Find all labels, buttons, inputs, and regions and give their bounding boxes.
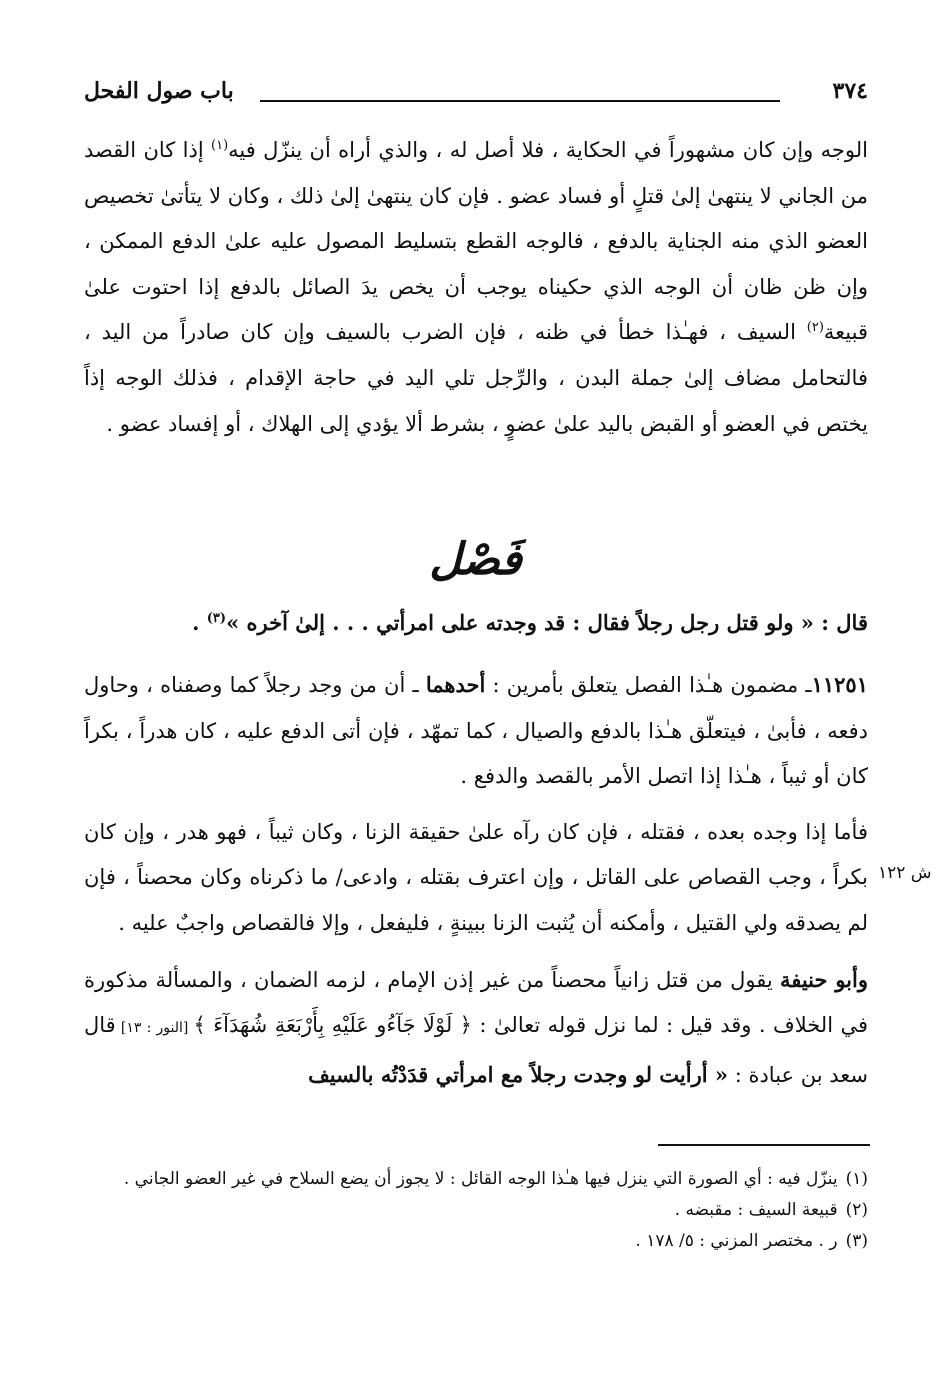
text-run: .: [192, 610, 207, 635]
paragraph-11251: [84, 662, 868, 800]
text-run: قال سعد بن عبادة :: [84, 1013, 868, 1087]
intro-text: [84, 128, 868, 447]
footnote-ref-3[interactable]: (٣): [206, 611, 227, 626]
footnote-number: (١): [845, 1169, 868, 1189]
header-rule: [260, 100, 780, 102]
page-header: [84, 74, 868, 114]
footnotes: [84, 1164, 868, 1257]
paragraph: [84, 957, 868, 1099]
paragraph: فأما إذا وجده بعده ، فقتله ، فإن كان رآه علىٰ حقيقة الزنا ، وكان ثيباً ، فهو هدر ، وإن كان بكراً ، وجب القصاص على القاتل ، وإن اعترف بقتله ، وادعى/ ما ذكرناه وكان محصناً ، فإن لم يصدقه ولي القتيل ، وأمكنه أن يُثبت الزنا ببينةٍ ، فليفعل ، وإلا فالقصاص واجبٌ عليه .: [84, 819, 868, 935]
text-run: يقول من قتل زانياً محصناً من غير إذن الإمام ، لزمه الضمان ، والمسألة مذكورة في الخلاف . وقد قيل : لما نزل قوله تعالىٰ :: [84, 967, 868, 1038]
text-run: قال : « ولو قتل رجل رجلاً فقال : قد وجدته على امرأتي . . . إلىٰ آخره »: [226, 610, 868, 635]
text-run-bold: أحدهما: [425, 672, 486, 697]
text-run: الوجه وإن كان مشهوراً في الحكاية ، فلا أصل له ، والذي أراه أن ينزّل فيه: [228, 138, 868, 162]
text-run: ـ أن من وجد رجلاً كما وصفناه ، وحاول دفعه ، فأبىٰ ، فيتعلّق هـٰذا بالدفع والصيال ، كما تمهّد ، فإن أتى الدفع عليه ، كان هدراً ، بكراً كان أو ثيباً ، هـٰذا إذا اتصل الأمر بالقصد والدفع .: [84, 673, 868, 789]
footnote-rule: [658, 1144, 870, 1146]
margin-note: ش ١٢٢: [878, 863, 932, 883]
text-run: السيف ، فهـٰذا خطأ في ظنه ، فإن الضرب بالسيف وإن كان صادراً من اليد ، فالتحامل مضاف إلىٰ جملة البدن ، والرِّجل تلي اليد في حاجة الإقدام ، فذلك الوجه إذاً يختص في العضو أو القبض باليد علىٰ عضوٍ ، بشرط ألا يؤدي إلى الهلاك ، أو إفساد عضو .: [84, 320, 868, 436]
footnote-ref-2[interactable]: (٢): [806, 320, 824, 336]
text-run: ـ مضمون هـٰذا الفصل يتعلق بأمرين :: [485, 673, 812, 697]
footnote-number: (٢): [845, 1200, 868, 1220]
text-run-bold: وأبو حنيفة: [779, 966, 868, 992]
chapter-title: باب صول الفحل: [84, 78, 234, 104]
quote-line: [84, 600, 868, 646]
footnote: [84, 1226, 868, 1257]
text-run: إذا كان القصد من الجاني لا ينتهىٰ إلىٰ قتلٍ أو فساد عضو . فإن كان ينتهىٰ إلىٰ ذلك ، وكان لا يتأتىٰ تخصيص العضو الذي منه الجناية بالدفع ، فالوجه القطع بتسليط المصول عليه علىٰ الدفع الممكن ، وإن ظن ظان أن الوجه الذي حكيناه يوجب أن يخص يدَ الصائل بالدفع إذا احتوت علىٰ قبيعة: [84, 138, 868, 345]
intro-paragraph: [84, 128, 868, 447]
section-heading: فَصْل: [429, 534, 522, 585]
paragraph-number: ١١٢٥١: [811, 672, 868, 697]
text-run-bold: « أرأيت لو وجدت رجلاً مع امرأتي قدَدْتُه بالسيف: [308, 1061, 729, 1087]
footnote-ref-1[interactable]: (١): [211, 138, 229, 153]
footnote-text: ينزّل فيه : أي الصورة التي ينزل فيها هـٰذا الوجه القائل : لا يجوز أن يضع السلاح في غير العضو الجاني .: [123, 1169, 838, 1189]
verse-citation: [النور : ١٣]: [115, 1020, 194, 1037]
footnote: [84, 1195, 868, 1226]
footnote-number: (٣): [845, 1231, 868, 1251]
main-text: [84, 662, 868, 1098]
footnote-text: ر . مختصر المزني : ٥/ ١٧٨ .: [635, 1231, 838, 1251]
page-number: ٣٧٤: [832, 78, 868, 104]
footnote-text: قبيعة السيف : مقبضه .: [674, 1200, 838, 1220]
quran-verse: ﴿ لَوْلَا جَآءُو عَلَيْهِ بِأَرْبَعَةِ شُهَدَآءَ ﴾: [193, 1013, 472, 1038]
footnote: [84, 1164, 868, 1195]
section-quote: [84, 600, 868, 646]
